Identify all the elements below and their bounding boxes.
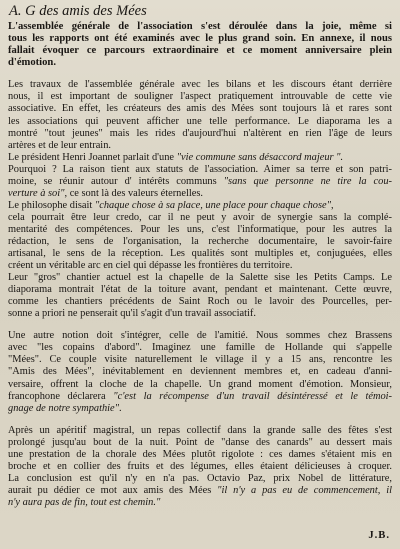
text-segment: .	[119, 402, 122, 414]
text-line: artères et de leur entrain.	[8, 139, 111, 151]
text-line: mentarité des compétences. Pour les uns, c'est l'informatique, pour les autres la	[8, 223, 392, 235]
text-segment: moine, se réunir autour d' intérêts communs	[8, 175, 224, 187]
text-line: sonne a priori ne penserait qu'il s'agit d'un travail associatif.	[8, 308, 256, 320]
text-line: les associations qui peuvent afficher une telle performance. Le diaporama les a	[8, 115, 392, 127]
quote-segment: "sans que personne ne tire la cou-	[223, 175, 392, 187]
lead-line: L'assemblée générale de l'association s'est déroulée dans la joie, même si	[8, 21, 392, 32]
text-line	[8, 200, 392, 212]
lead-line: fallait évoquer ce parcours extraordinaire et ce moment anniversaire plein	[8, 45, 392, 57]
text-segment: aurait pu dédier ce mot aux amis des Mées	[8, 484, 218, 496]
paragraph-reports	[8, 79, 392, 151]
paragraph-friendship	[8, 330, 392, 414]
text-line	[8, 485, 392, 497]
text-line: cela pourrait être leur credo, car il ne peut y avoir de synergie sans la complé-	[8, 211, 392, 223]
text-line: diaporama montrait l'état de la toiture avant, pendant et maintenant. Cette œuvre,	[8, 284, 392, 296]
text-line	[8, 188, 392, 200]
text-line: versaire, offrent la cloche de la chapelle. Un grand moment d'émotion. Monsieur,	[8, 378, 392, 390]
text-line: La conclusion est qu'il n'y en n'a pas. Octavio Paz, prix Nobel de littérature,	[8, 472, 392, 484]
lead-line: d'émotion.	[8, 57, 56, 69]
text-line	[8, 152, 392, 164]
text-line: "Mées". Ce couple visite naturellement le village il y a 15 ans, rencontre les	[8, 354, 392, 366]
quote-segment: "il n'y a pas eu de commencement, il	[217, 484, 392, 496]
text-line: Les travaux de l'assemblée générale avec les bilans et les discours étant derrière	[8, 79, 392, 91]
paragraph-dinner	[8, 425, 392, 509]
text-line: comme les chantiers précédents de Saint Roch ou le lavoir des Pourcelles, per-	[8, 296, 392, 308]
quote-segment: gnage de notre sympathie"	[8, 402, 120, 414]
author-signature: J.B.	[368, 530, 390, 541]
text-line	[8, 497, 392, 509]
text-line	[8, 391, 392, 403]
text-line: Leur "gros" chantier actuel est la chapelle de la Salette sise les Petits Camps. Le	[8, 272, 392, 284]
text-segment: Le philosophe disait	[8, 199, 95, 211]
text-line	[8, 403, 392, 415]
text-segment: francophone déclarera	[8, 390, 114, 402]
text-line: artisanal, le sens de la réception. Les qualités sont multiples et, conjuguées, elles	[8, 248, 392, 260]
text-line: rédaction, le sens de l'organisation, la recherche documentaire, le savoir-faire	[8, 235, 392, 247]
text-line: "Amis des Mées", inévitablement en deviennent membres et, en cadeau d'anni-	[8, 366, 392, 378]
text-line: une prestation de la chorale des Mées plutôt rigolote : ces dames s'étaient mis en	[8, 448, 392, 460]
text-line: créent un véritable arc en ciel qui dépasse les frontières du territoire.	[8, 260, 293, 272]
quote-segment: "c'est la récompense d'un travail désintéressé et le témoi-	[113, 390, 392, 402]
paragraph-spacer	[8, 320, 392, 330]
article-title: A. G des amis des Mées	[9, 3, 147, 19]
text-line: Une autre notion doit s'intégrer, celle de l'amitié. Nous sommes chez Brassens	[8, 330, 392, 342]
text-line: broche et en collier des fruits et des légumes, elles étaient délicieuses à croquer.	[8, 460, 392, 472]
text-segment: , ce sont là des valeurs éternelles.	[64, 187, 203, 199]
text-line: Après un apéritif magistral, un repas collectif dans la grande salle des fêtes s'est	[8, 424, 392, 436]
quote-segment: "chaque chose à sa place, une place pour chaque chose"	[94, 199, 331, 211]
quote-segment: verture à soi"	[8, 187, 65, 199]
paragraph-spacer	[8, 415, 392, 425]
text-line: associative. En effet, les créateurs des amis des Mées sont toujours là et rares sont	[8, 103, 392, 115]
text-line: prolongé jusqu'au bout de la nuit. Point de "danse des canards" au dessert mais	[8, 436, 392, 448]
text-segment: Le président Henri Joannet parlait d'une	[8, 151, 177, 163]
text-line: montré "tout jeunes" mais les rides d'aujourd'hui n'altèrent en rien l'âge de leurs	[8, 127, 392, 139]
text-line	[8, 176, 392, 188]
quote-segment: "vie commune sans désaccord majeur ".	[176, 151, 344, 163]
text-line: nous, il est important de souligner l'aspect pratiquement introuvable de cette vie	[8, 91, 392, 103]
text-line: Pourquoi ? La raison tient aux statuts de l'association. Aimer sa terre et son patri-	[8, 163, 392, 175]
text-line: avec "les copains d'abord". Imaginez une famille de Hollande qui s'appelle	[8, 342, 392, 354]
article-lead	[8, 21, 392, 69]
quote-segment: n'y aura pas de fin, tout est chemin."	[8, 496, 161, 508]
lead-line: tous les rapports ont été examinés avec le plus grand soin. En annexe, il nous	[8, 33, 392, 45]
paragraph-president	[8, 152, 392, 200]
paragraph-philosopher	[8, 200, 392, 320]
text-segment: ,	[330, 199, 334, 211]
